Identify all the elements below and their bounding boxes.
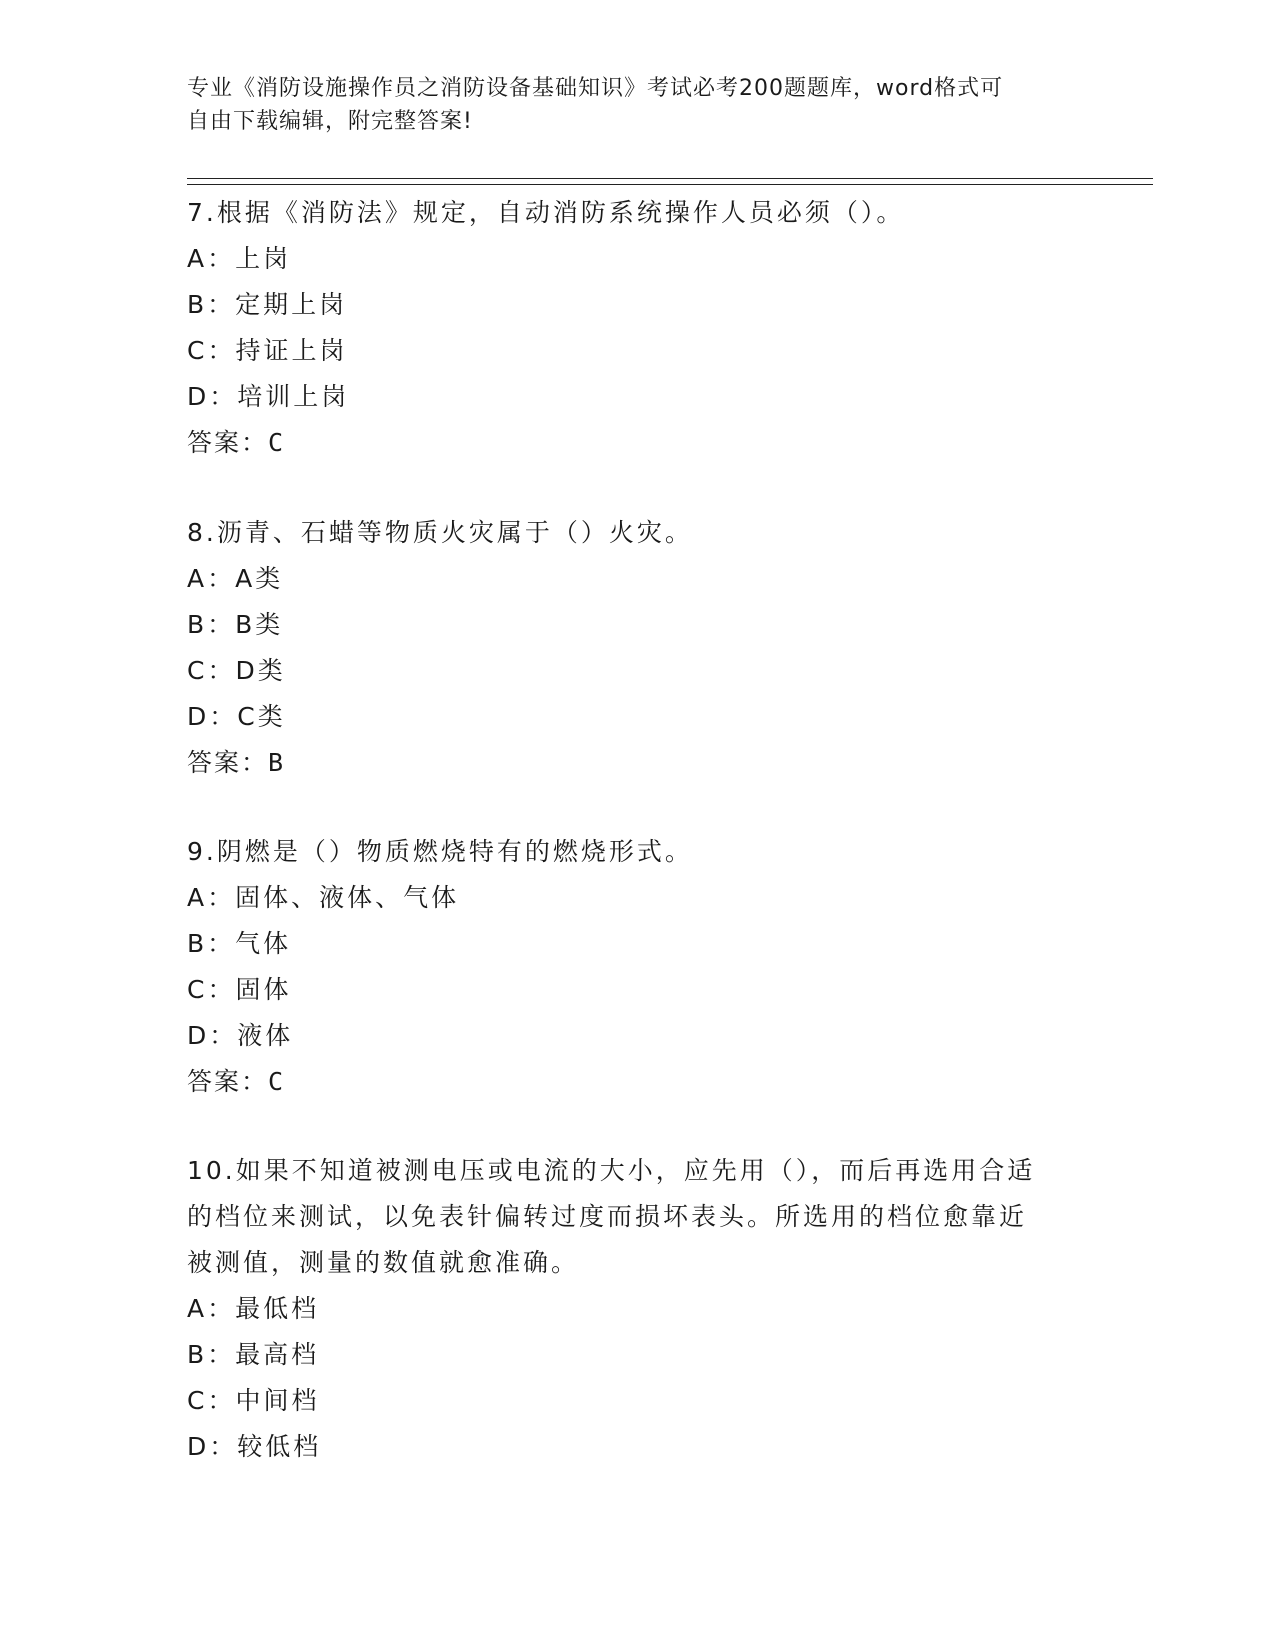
- answer-line: [187, 1059, 1087, 1105]
- option-b: B：最高档: [187, 1340, 320, 1369]
- option-a: A：固体、液体、气体: [187, 883, 460, 912]
- option-c: C：固体: [187, 975, 292, 1004]
- answer-value: B: [268, 748, 286, 777]
- option-c: C：中间档: [187, 1386, 320, 1415]
- header-divider-top: [187, 178, 1153, 179]
- answer-label: 答案：: [187, 428, 269, 457]
- question-stem: 8.沥青、石蜡等物质火灾属于（）火灾。: [187, 518, 693, 547]
- option-d: D：液体: [187, 1021, 294, 1050]
- question-stem-line-1: 10.如果不知道被测电压或电流的大小，应先用（），而后再选用合适: [187, 1156, 1036, 1185]
- option-b: B：定期上岗: [187, 290, 348, 319]
- question-stem-line-2: 的档位来测试，以免表针偏转过度而损坏表头。所选用的档位愈靠近: [187, 1202, 1028, 1231]
- answer-label: 答案：: [187, 748, 269, 777]
- option-d: D：较低档: [187, 1432, 322, 1461]
- question-stem: 7.根据《消防法》规定，自动消防系统操作人员必须（）。: [187, 198, 905, 227]
- answer-label: 答案：: [187, 1067, 269, 1096]
- answer-line: [187, 740, 1087, 786]
- header-line-1: 专业《消防设施操作员之消防设备基础知识》考试必考200题题库，word格式可: [187, 76, 1004, 101]
- option-c: C：持证上岗: [187, 336, 348, 365]
- option-c: C：D类: [187, 656, 286, 685]
- question-9: [187, 829, 1087, 1105]
- answer-line: [187, 420, 1087, 466]
- question-8: [187, 510, 1087, 786]
- option-b: B：B类: [187, 610, 284, 639]
- option-a: A：最低档: [187, 1294, 320, 1323]
- answer-value: C: [268, 1067, 286, 1096]
- option-d: D：C类: [187, 702, 286, 731]
- header-divider-bottom: [187, 184, 1153, 185]
- option-a: A：上岗: [187, 244, 292, 273]
- question-stem: 9.阴燃是（）物质燃烧特有的燃烧形式。: [187, 837, 693, 866]
- document-header: [187, 72, 1077, 138]
- question-10: [187, 1148, 1087, 1470]
- option-d: D：培训上岗: [187, 382, 350, 411]
- option-a: A：A类: [187, 564, 284, 593]
- question-7: [187, 190, 1087, 466]
- answer-value: C: [268, 428, 286, 457]
- option-b: B：气体: [187, 929, 292, 958]
- question-stem-line-3: 被测值，测量的数值就愈准确。: [187, 1248, 580, 1277]
- header-line-2: 自由下载编辑，附完整答案!: [187, 109, 473, 134]
